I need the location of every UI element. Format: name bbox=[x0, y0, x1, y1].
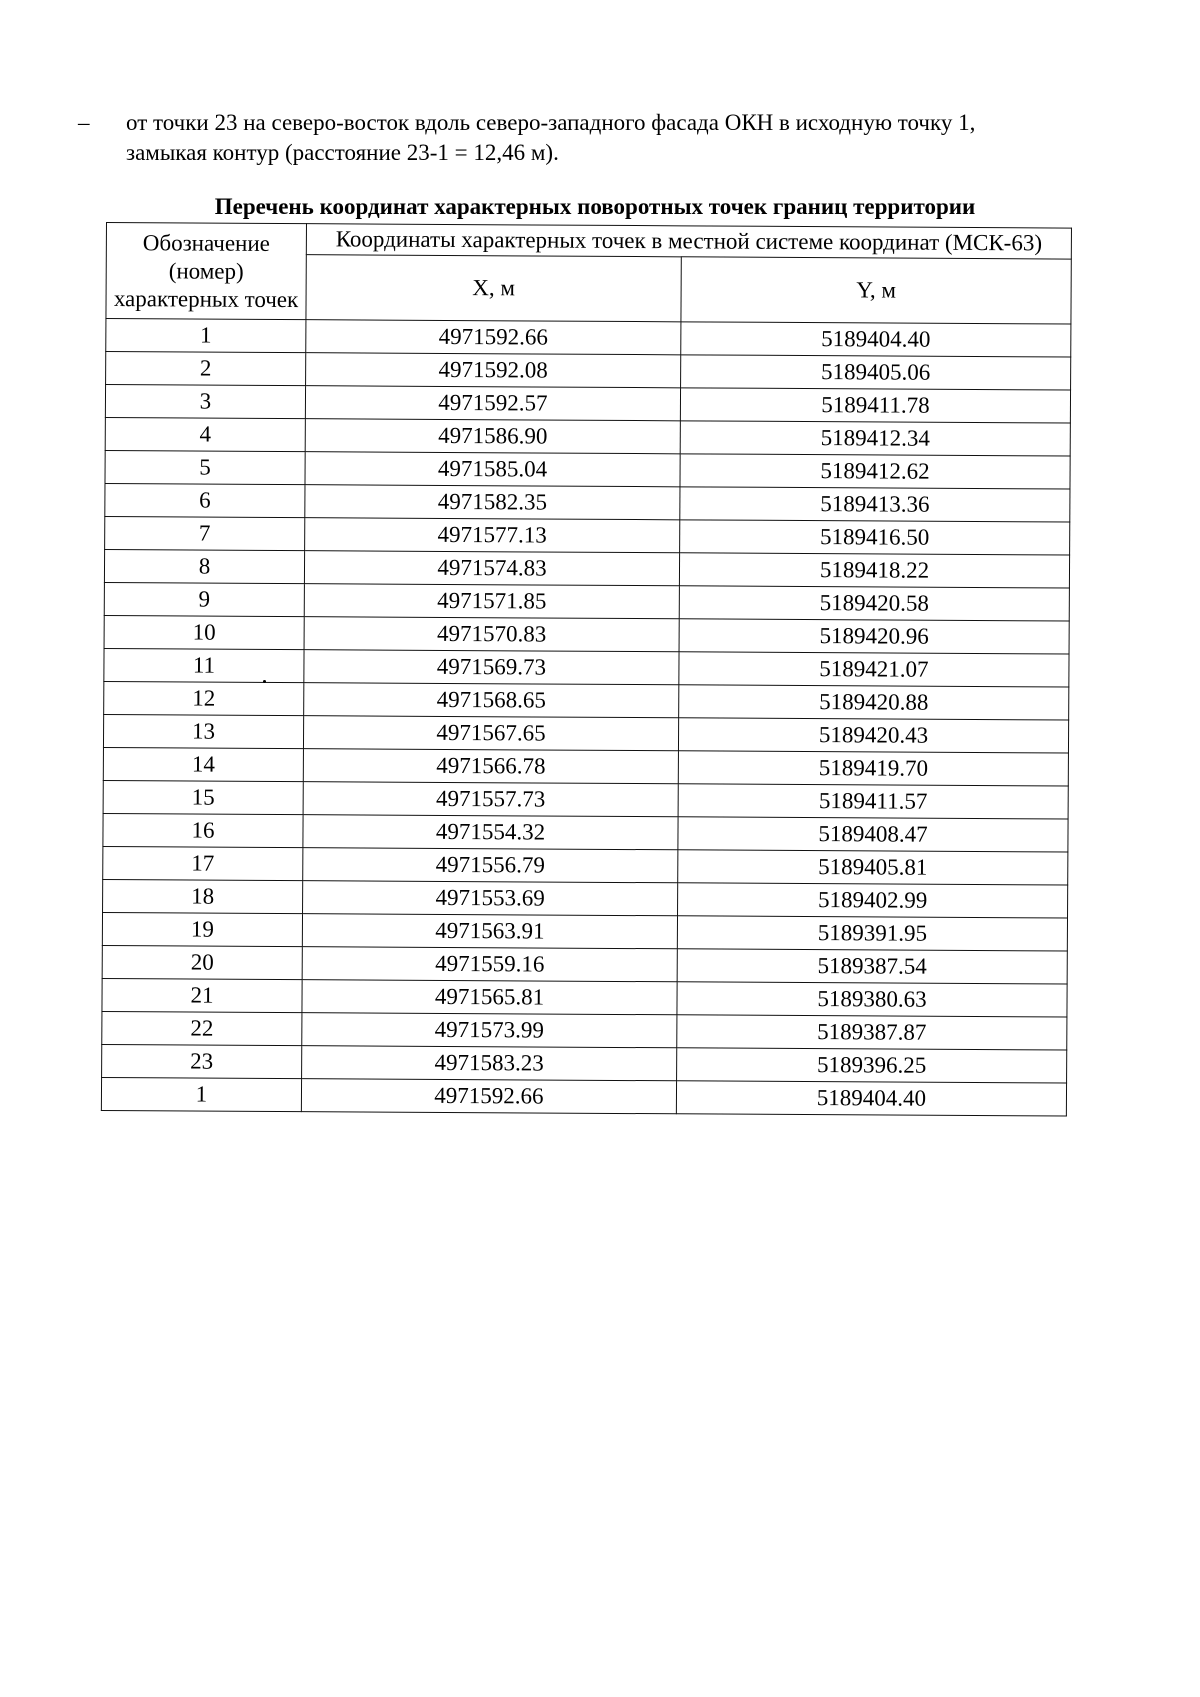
y-coordinate-cell: 5189391.95 bbox=[677, 916, 1067, 951]
point-number-cell: 15 bbox=[103, 780, 303, 814]
coordinates-table bbox=[101, 222, 1072, 1117]
table-row bbox=[105, 483, 1070, 522]
y-coordinate-cell: 5189404.40 bbox=[676, 1081, 1066, 1116]
y-coordinate-cell: 5189405.81 bbox=[678, 850, 1068, 885]
boundary-description bbox=[126, 108, 1086, 168]
y-coordinate-cell: 5189411.78 bbox=[680, 388, 1070, 423]
y-coordinate-cell: 5189402.99 bbox=[678, 883, 1068, 918]
x-coordinate-cell: 4971571.85 bbox=[304, 584, 679, 619]
header-x: X, м bbox=[306, 255, 681, 322]
point-number-cell: 10 bbox=[104, 615, 304, 649]
table-row bbox=[106, 319, 1071, 358]
x-coordinate-cell: 4971563.91 bbox=[302, 914, 677, 949]
table-row bbox=[104, 582, 1069, 621]
scan-artifact-dot bbox=[263, 680, 266, 683]
header-designation-line-1: Обозначение bbox=[142, 229, 271, 256]
x-coordinate-cell: 4971573.99 bbox=[302, 1013, 677, 1048]
table-row bbox=[102, 978, 1067, 1017]
table-row bbox=[104, 549, 1069, 588]
y-coordinate-cell: 5189404.40 bbox=[681, 322, 1071, 357]
y-coordinate-cell: 5189420.58 bbox=[679, 586, 1069, 621]
x-coordinate-cell: 4971553.69 bbox=[303, 881, 678, 916]
point-number-cell: 12 bbox=[104, 681, 304, 715]
point-number-cell: 17 bbox=[103, 846, 303, 880]
y-coordinate-cell: 5189420.43 bbox=[678, 718, 1068, 753]
y-coordinate-cell: 5189420.88 bbox=[679, 685, 1069, 720]
header-coordinates-group: Координаты характерных точек в местной системе координат (МСК-63) bbox=[306, 224, 1071, 259]
point-number-cell: 16 bbox=[103, 813, 303, 847]
point-number-cell: 18 bbox=[103, 879, 303, 913]
point-number-cell: 7 bbox=[105, 516, 305, 550]
point-number-cell: 6 bbox=[105, 483, 305, 517]
table-row bbox=[105, 450, 1070, 489]
header-designation-line-2: (номер) bbox=[168, 257, 244, 284]
point-number-cell: 3 bbox=[105, 385, 305, 419]
y-coordinate-cell: 5189413.36 bbox=[680, 487, 1070, 522]
point-number-cell: 4 bbox=[105, 417, 305, 451]
y-coordinate-cell: 5189411.57 bbox=[678, 784, 1068, 819]
table-row bbox=[102, 945, 1067, 984]
x-coordinate-cell: 4971586.90 bbox=[305, 419, 680, 454]
y-coordinate-cell: 5189380.63 bbox=[677, 982, 1067, 1017]
table-title: Перечень координат характерных поворотных точек границ территории bbox=[214, 194, 976, 219]
y-coordinate-cell: 5189387.87 bbox=[677, 1015, 1067, 1050]
x-coordinate-cell: 4971577.13 bbox=[305, 518, 680, 553]
y-coordinate-cell: 5189419.70 bbox=[678, 751, 1068, 786]
table-row bbox=[105, 516, 1070, 555]
table-row bbox=[103, 714, 1068, 753]
x-coordinate-cell: 4971566.78 bbox=[303, 749, 678, 784]
header-y: Y, м bbox=[681, 257, 1071, 324]
point-number-cell: 5 bbox=[105, 450, 305, 484]
x-coordinate-cell: 4971585.04 bbox=[305, 452, 680, 487]
table-row bbox=[103, 846, 1068, 885]
x-coordinate-cell: 4971567.65 bbox=[303, 716, 678, 751]
x-coordinate-cell: 4971592.08 bbox=[306, 353, 681, 388]
x-coordinate-cell: 4971574.83 bbox=[304, 551, 679, 586]
point-number-cell: 1 bbox=[101, 1077, 301, 1111]
point-number-cell: 21 bbox=[102, 978, 302, 1012]
y-coordinate-cell: 5189421.07 bbox=[679, 652, 1069, 687]
point-number-cell: 2 bbox=[106, 352, 306, 386]
x-coordinate-cell: 4971583.23 bbox=[302, 1046, 677, 1081]
point-number-cell: 22 bbox=[102, 1011, 302, 1045]
point-number-cell: 13 bbox=[103, 714, 303, 748]
point-number-cell: 23 bbox=[102, 1044, 302, 1078]
table-row bbox=[103, 813, 1068, 852]
boundary-description-line-2: замыкая контур (расстояние 23-1 = 12,46 м). bbox=[126, 140, 559, 165]
y-coordinate-cell: 5189412.34 bbox=[680, 421, 1070, 456]
point-number-cell: 9 bbox=[104, 582, 304, 616]
y-coordinate-cell: 5189416.50 bbox=[680, 520, 1070, 555]
header-designation-line-3: характерных точек bbox=[113, 285, 299, 312]
table-row bbox=[103, 879, 1068, 918]
table-row bbox=[102, 912, 1067, 951]
x-coordinate-cell: 4971568.65 bbox=[304, 683, 679, 718]
y-coordinate-cell: 5189418.22 bbox=[679, 553, 1069, 588]
y-coordinate-cell: 5189405.06 bbox=[681, 355, 1071, 390]
x-coordinate-cell: 4971565.81 bbox=[302, 980, 677, 1015]
point-number-cell: 11 bbox=[104, 648, 304, 682]
table-row bbox=[102, 1044, 1067, 1083]
table-row bbox=[102, 1011, 1067, 1050]
x-coordinate-cell: 4971592.66 bbox=[306, 320, 681, 355]
x-coordinate-cell: 4971592.66 bbox=[301, 1079, 676, 1114]
x-coordinate-cell: 4971569.73 bbox=[304, 650, 679, 685]
table-row bbox=[104, 615, 1069, 654]
point-number-cell: 14 bbox=[103, 747, 303, 781]
point-number-cell: 20 bbox=[102, 945, 302, 979]
table-row bbox=[105, 385, 1070, 424]
y-coordinate-cell: 5189396.25 bbox=[677, 1048, 1067, 1083]
x-coordinate-cell: 4971559.16 bbox=[302, 947, 677, 982]
point-number-cell: 8 bbox=[104, 549, 304, 583]
x-coordinate-cell: 4971554.32 bbox=[303, 815, 678, 850]
x-coordinate-cell: 4971556.79 bbox=[303, 848, 678, 883]
point-number-cell: 19 bbox=[102, 912, 302, 946]
boundary-description-line-1: от точки 23 на северо-восток вдоль северо-западного фасада ОКН в исходную точку 1, bbox=[126, 110, 976, 135]
table-row bbox=[104, 648, 1069, 687]
point-number-cell: 1 bbox=[106, 319, 306, 353]
x-coordinate-cell: 4971582.35 bbox=[305, 485, 680, 520]
table-row bbox=[103, 747, 1068, 786]
y-coordinate-cell: 5189408.47 bbox=[678, 817, 1068, 852]
table-body bbox=[101, 319, 1071, 1117]
table-row bbox=[105, 417, 1070, 456]
x-coordinate-cell: 4971592.57 bbox=[305, 386, 680, 421]
x-coordinate-cell: 4971557.73 bbox=[303, 782, 678, 817]
table-row bbox=[104, 681, 1069, 720]
table-row bbox=[103, 780, 1068, 819]
table-row bbox=[101, 1077, 1066, 1116]
list-bullet: – bbox=[78, 110, 90, 135]
x-coordinate-cell: 4971570.83 bbox=[304, 617, 679, 652]
y-coordinate-cell: 5189412.62 bbox=[680, 454, 1070, 489]
table-header bbox=[106, 223, 1072, 325]
table-row bbox=[106, 352, 1071, 391]
y-coordinate-cell: 5189387.54 bbox=[677, 949, 1067, 984]
header-designation bbox=[106, 223, 307, 320]
y-coordinate-cell: 5189420.96 bbox=[679, 619, 1069, 654]
